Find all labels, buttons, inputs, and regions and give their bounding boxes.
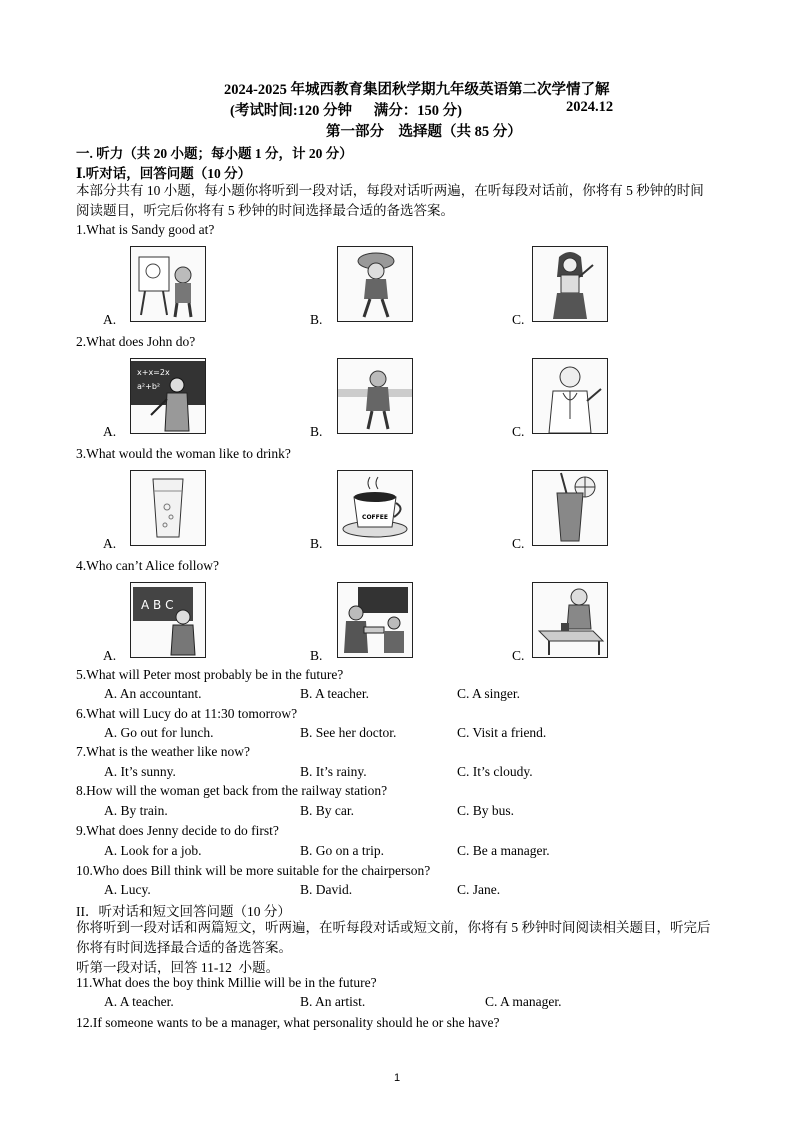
exam-title: 2024-2025 年城西教育集团秋学期九年级英语第二次学情了解 [224, 82, 610, 98]
question-3: 3.What would the woman like to drink? [76, 446, 291, 461]
page-number: 1 [394, 1072, 401, 1084]
subsection-1-instructions: 本部分共有 10 小题，每小题你将听到一段对话，每段对话听两遍，在听每段对话前，你将有 5 秒钟的时间阅读题目，听完后你将有 5 秒钟的时间选择最合适的备选答案。 [76, 183, 704, 218]
option-5a: A. An accountant. [104, 686, 202, 701]
option-11a: A. A teacher. [104, 994, 174, 1009]
option-8b: B. By car. [300, 803, 354, 818]
option-2c-label: C. [512, 424, 525, 439]
option-8a: A. By train. [104, 803, 168, 818]
option-4a-label: A. [103, 648, 117, 663]
question-8: 8.How will the woman get back from the railway station? [76, 783, 388, 798]
subsection-2-heading: II．听对话和短文回答问题（10 分） [76, 904, 291, 919]
question-11: 11.What does the boy think Millie will be in the future? [76, 975, 377, 990]
option-6c: C. Visit a friend. [457, 725, 547, 740]
water-glass-icon [130, 470, 206, 546]
option-10c: C. Jane. [457, 882, 501, 897]
doctor-icon [532, 358, 608, 434]
option-9a: A. Look for a job. [104, 843, 202, 858]
listen-note: 听第一段对话，回答 11-12 小题。 [76, 960, 280, 975]
teacher-blackboard-icon [130, 358, 206, 434]
woman-at-table-icon [532, 582, 608, 658]
subsection-1-heading: Ⅰ.听对话，回答问题（10 分） [76, 166, 252, 181]
option-4b-label: B. [310, 648, 323, 663]
option-10a: A. Lucy. [104, 882, 151, 897]
svg-text:x+x=2x: x+x=2x [137, 368, 170, 377]
option-1c-label: C. [512, 312, 525, 327]
classroom-icon [337, 582, 413, 658]
option-3c-label: C. [512, 536, 525, 551]
option-2b-label: B. [310, 424, 323, 439]
option-7a: A. It’s sunny. [104, 764, 176, 779]
exam-info: (考试时间:120 分钟 满分：150 分) [230, 103, 462, 119]
child-painting-icon [130, 246, 206, 322]
coffee-cup-icon [337, 470, 413, 546]
coffee-label: COFFEE [362, 514, 388, 521]
option-3b-label: B. [310, 536, 323, 551]
option-6b: B. See her doctor. [300, 725, 397, 740]
girl-singing-icon [337, 246, 413, 322]
question-1: 1.What is Sandy good at? [76, 222, 215, 237]
section-heading: 一. 听力（共 20 小题；每小题 1 分，计 20 分） [76, 146, 353, 161]
girl-dancing-icon [532, 246, 608, 322]
option-11b: B. An artist. [300, 994, 366, 1009]
option-8c: C. By bus. [457, 803, 515, 818]
question-2: 2.What does John do? [76, 334, 196, 349]
option-11c: C. A manager. [485, 994, 562, 1009]
option-9b: B. Go on a trip. [300, 843, 384, 858]
question-9: 9.What does Jenny decide to do first? [76, 823, 279, 838]
teacher-abc-icon [130, 582, 206, 658]
option-7b: B. It’s rainy. [300, 764, 367, 779]
option-1a-label: A. [103, 312, 117, 327]
question-10: 10.Who does Bill think will be more suitable for the chairperson? [76, 863, 431, 878]
svg-text:a²+b²: a²+b² [137, 382, 161, 391]
option-7c: C. It’s cloudy. [457, 764, 533, 779]
option-9c: C. Be a manager. [457, 843, 550, 858]
board-text: A B C [141, 598, 174, 612]
option-4c-label: C. [512, 648, 525, 663]
option-10b: B. David. [300, 882, 353, 897]
part-title: 第一部分 选择题（共 85 分） [326, 124, 522, 140]
exam-date: 2024.12 [566, 99, 614, 115]
option-3a-label: A. [103, 536, 117, 551]
juice-glass-icon [532, 470, 608, 546]
question-6: 6.What will Lucy do at 11:30 tomorrow? [76, 706, 298, 721]
worker-icon [337, 358, 413, 434]
question-12: 12.If someone wants to be a manager, what personality should he or she have? [76, 1015, 500, 1030]
question-4: 4.Who can’t Alice follow? [76, 558, 219, 573]
option-5c: C. A singer. [457, 686, 521, 701]
question-7: 7.What is the weather like now? [76, 744, 250, 759]
question-5: 5.What will Peter most probably be in the future? [76, 667, 344, 682]
option-2a-label: A. [103, 424, 117, 439]
subsection-2-instructions: 你将听到一段对话和两篇短文，听两遍，在听每段对话或短文前，你将有 5 秒钟时间阅读相关题目，听完后你将有时间选择最合适的备选答案。 [76, 920, 711, 955]
option-1b-label: B. [310, 312, 323, 327]
option-6a: A. Go out for lunch. [104, 725, 214, 740]
option-5b: B. A teacher. [300, 686, 369, 701]
